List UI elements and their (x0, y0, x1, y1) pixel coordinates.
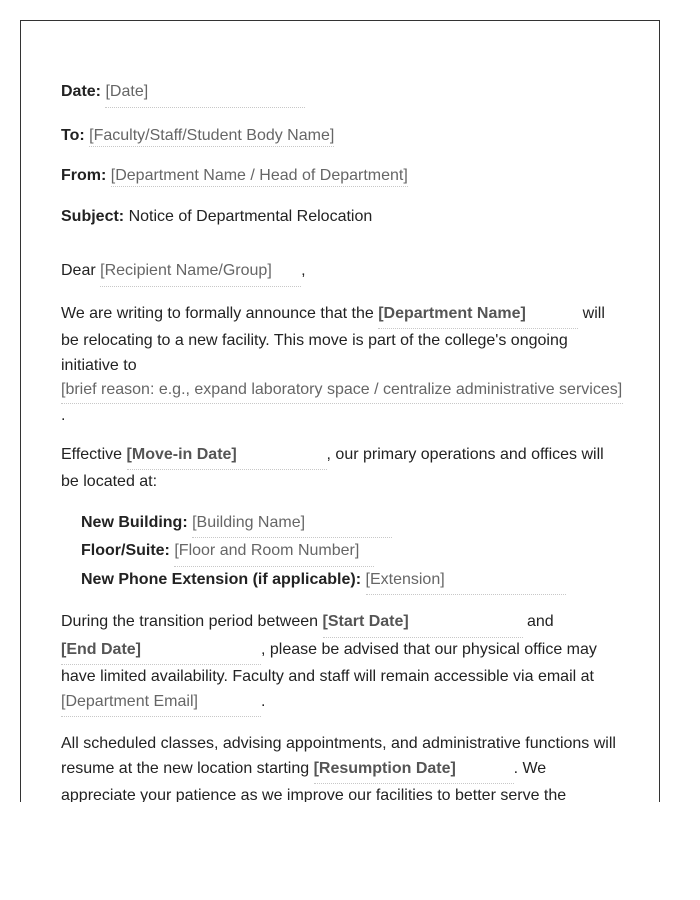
from-field[interactable]: [Department Name / Head of Department] (111, 167, 408, 187)
phone-label: New Phone Extension (if applicable): (81, 570, 362, 588)
floor-field[interactable]: [Floor and Room Number] (174, 539, 374, 567)
to-field[interactable]: [Faculty/Staff/Student Body Name] (89, 127, 334, 147)
to-line (61, 124, 623, 149)
department-field[interactable]: [Department Name] (378, 302, 578, 330)
para4-text1: All scheduled classes, advising appointments, and administrative functions will resume at the new location starting (61, 735, 616, 777)
subject-label: Subject: (61, 207, 125, 225)
letter-page (20, 20, 660, 802)
para3-text1: During the transition period between (61, 613, 319, 630)
floor-line (81, 538, 623, 567)
paragraph-announcement (61, 302, 623, 428)
paragraph-transition (61, 610, 623, 717)
date-label: Date: (61, 83, 102, 100)
from-label: From: (61, 167, 107, 184)
subject-text: Notice of Departmental Relocation (128, 207, 373, 225)
start-date-field[interactable]: [Start Date] (323, 610, 523, 638)
reason-field[interactable]: [brief reason: e.g., expand laboratory space / centralize administrative services] (61, 378, 623, 404)
salutation-prefix: Dear (61, 262, 96, 279)
date-field[interactable]: [Date] (105, 80, 305, 108)
para3-text3: , please be advised that our physical office may have limited availability. Faculty and staff will remain accessible via email at (61, 640, 597, 685)
para2-text2: , our primary operations and offices will be located at: (61, 445, 604, 490)
move-in-field[interactable]: [Move-in Date] (127, 443, 327, 471)
salutation-comma: , (301, 262, 306, 279)
para3-period: . (261, 692, 266, 710)
subject-line (61, 205, 623, 230)
paragraph-resumption (61, 732, 623, 802)
from-line (61, 164, 623, 189)
building-label: New Building: (81, 513, 188, 531)
phone-line (81, 567, 623, 596)
email-field[interactable]: [Department Email] (61, 690, 261, 718)
phone-field[interactable]: [Extension] (366, 568, 566, 596)
building-field[interactable]: [Building Name] (192, 511, 392, 539)
building-line (81, 510, 623, 539)
end-date-field[interactable]: [End Date] (61, 638, 261, 666)
resumption-date-field[interactable]: [Resumption Date] (314, 757, 514, 785)
paragraph-effective (61, 443, 623, 495)
letter-content (61, 80, 623, 802)
recipient-field[interactable]: [Recipient Name/Group] (100, 259, 301, 287)
salutation (61, 259, 623, 287)
floor-label: Floor/Suite: (81, 542, 170, 559)
para3-text2: and (526, 613, 554, 630)
para1-text1: We are writing to formally announce that the (61, 304, 374, 322)
para1-text2: will be relocating to a new facility. This move is part of the college's ongoing initiative to (61, 304, 605, 374)
date-line (61, 80, 623, 108)
to-label: To: (61, 126, 85, 144)
para2-text1: Effective (61, 445, 123, 463)
para1-period: . (61, 406, 66, 424)
para4-text2: . We appreciate your patience as we improve our facilities to better serve the (61, 759, 567, 802)
address-block (81, 510, 623, 596)
